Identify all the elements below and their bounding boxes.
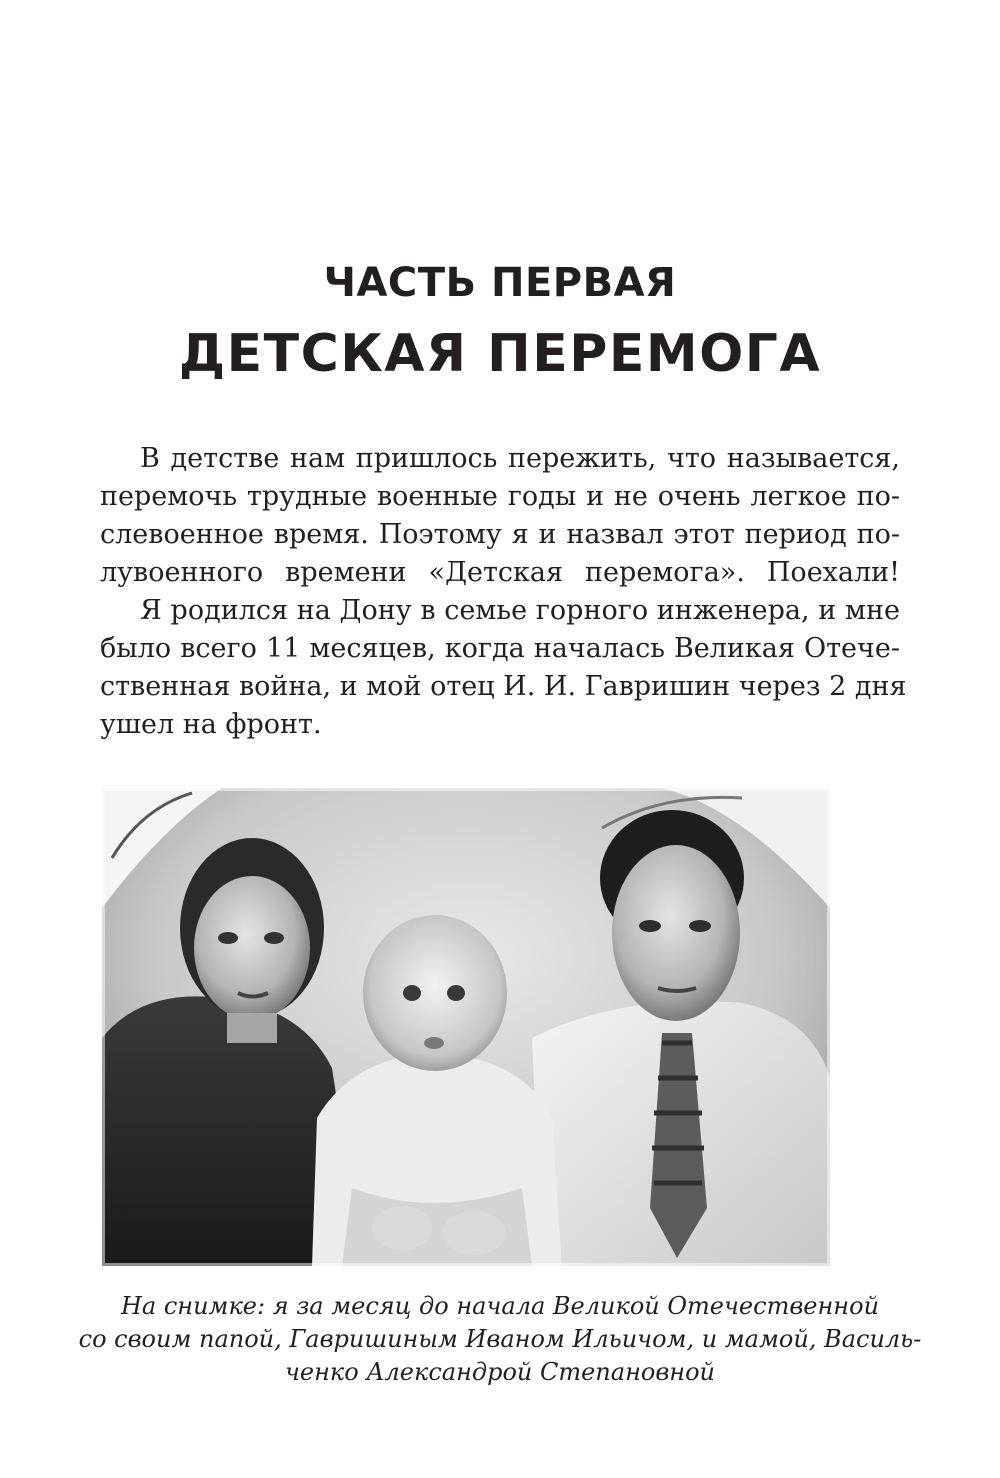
paragraph-2-line-1: Я родился на Дону в семье горного инженера, и мне — [140, 595, 900, 626]
paragraph-1-line-3: слевоенное время. Поэтому я и назвал этот период по- — [100, 519, 900, 550]
caption-line-3: ченко Александрой Степановной — [284, 1358, 716, 1386]
caption-line-1: На снимке: я за месяц до начала Великой Отечественной — [120, 1292, 880, 1320]
paragraph-1-line-2: перемочь трудные военные годы и не очень легкое по- — [100, 481, 900, 512]
paragraph-1 — [100, 440, 900, 592]
paragraph-2-line-2: было всего 11 месяцев, когда началась Великая Отече- — [100, 633, 900, 664]
paragraph-2-line-3: ственная война, и мой отец И. И. Гавришин через 2 дня — [100, 671, 907, 702]
part-label: ЧАСТЬ ПЕРВАЯ — [323, 260, 677, 306]
paragraph-2-line-4: ушел на фронт. — [100, 709, 322, 740]
part-title: ДЕТСКАЯ ПЕРЕМОГА — [178, 324, 822, 384]
family-photo-image — [102, 788, 830, 1266]
family-photo — [102, 788, 830, 1266]
body-text — [100, 440, 907, 744]
paragraph-1-line-4: лувоенного времени «Детская перемога». Поехали! — [100, 557, 900, 588]
paragraph-2 — [100, 592, 907, 744]
caption-line-2: со своим папой, Гавришиным Иваном Ильичом, и мамой, Василь- — [78, 1325, 922, 1353]
paragraph-1-line-1: В детстве нам пришлось пережить, что называется, — [140, 443, 900, 474]
photo-caption — [70, 1290, 930, 1389]
